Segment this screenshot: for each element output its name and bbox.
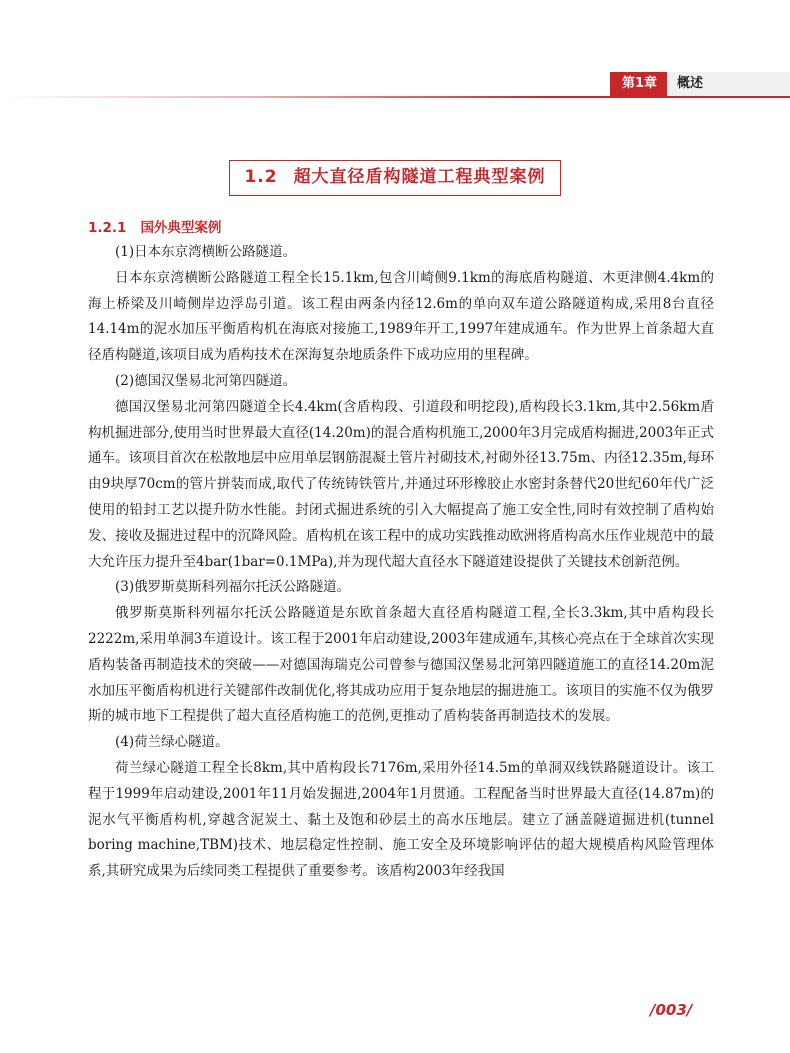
chapter-tag (610, 72, 790, 96)
subsection-heading (88, 216, 221, 236)
subsection-number: 1.2.1 (88, 220, 127, 236)
case-heading-tokyo: (1)日本东京湾横断公路隧道。 (115, 244, 297, 260)
section-number: 1.2 (244, 167, 278, 187)
case-heading-netherlands: (4)荷兰绿心隧道。 (115, 734, 229, 751)
subsection-title: 国外典型案例 (140, 220, 222, 236)
body-text (88, 240, 714, 885)
paragraph-moscow: 俄罗斯莫斯科列福尔托沃公路隧道是东欧首条超大直径盾构隧道工程,全长3.3km,其中盾构段长2222m,采用单洞3车道设计。该工程于2001年启动建设,2003年建成通车,其核心亮点在于全球首次实现盾构装备再制造技术的突破——对德国海瑞克公司曾参与德国汉堡易北河第四隧道施工的直径14.20m泥水加压平衡盾构机进行关键部件改制优化,将其成功应用于复杂地层的掘进施工。该项目的实施不仅为俄罗斯的城市地下工程提供了超大直径盾构施工的范例,更推动了盾构装备再制造技术的发展。 (88, 605, 714, 725)
page-number: /003/ (650, 1001, 693, 1019)
case-heading-hamburg: (2)德国汉堡易北河第四隧道。 (115, 372, 297, 389)
chapter-label: 第1章 (610, 72, 667, 96)
header-rule (0, 96, 790, 98)
case-heading-moscow: (3)俄罗斯莫斯科列福尔托沃公路隧道。 (115, 579, 351, 596)
section-title (229, 160, 561, 196)
paragraph-hamburg: 德国汉堡易北河第四隧道全长4.4km(含盾构段、引道段和明挖段),盾构段长3.1km,其中2.56km盾构机掘进部分,使用当时世界最大直径(14.20m)的混合盾构机施工,2000年3月完成盾构掘进,2003年正式通车。该项目首次在松散地层中应用单层钢筋混凝土管片衬砌技术,衬砌外径13.75m、内径12.35m,每环由9块厚70cm的管片拼装而成,取代了传统铸铁管片,并通过环形橡胶止水密封条替代20世纪60年代广泛使用的铅封工艺以提升防水性能。封闭式掘进系统的引入大幅提高了施工安全性,同时有效控制了盾构始发、接收及掘进过程中的沉降风险。盾构机在该工程中的成功实践推动欧洲将盾构高水压作业规范中的最大允许压力提升至4bar(1bar=0.1MPa),并为现代超大直径水下隧道建设提供了关键技术创新范例。 (88, 398, 714, 570)
section-title-text: 超大直径盾构隧道工程典型案例 (293, 167, 546, 187)
paragraph-tokyo: 日本东京湾横断公路隧道工程全长15.1km,包含川崎侧9.1km的海底盾构隧道、木更津侧4.4km的海上桥梁及川崎侧岸边浮岛引道。该工程由两条内径12.6m的单向双车道公路隧道构成,采用8台直径14.14m的泥水加压平衡盾构机在海底对接施工,1989年开工,1997年建成通车。作为世界上首条超大直径盾构隧道,该项目成为盾构技术在深海复杂地质条件下成功应用的里程碑。 (88, 269, 714, 364)
paragraph-netherlands: 荷兰绿心隧道工程全长8km,其中盾构段长7176m,采用外径14.5m的单洞双线铁路隧道设计。该工程于1999年启动建设,2001年11月始发掘进,2004年1月贯通。工程配备当时世界最大直径(14.87m)的泥水气平衡盾构机,穿越含泥炭土、黏土及饱和砂层土的高水压地层。建立了涵盖隧道掘进机(tunnel boring machine,TBM)技术、地层稳定性控制、施工安全及环境影响评估的超大规模盾构风险管理体系,其研究成果为后续同类工程提供了重要参考。该盾构2003年经我国 (88, 759, 714, 880)
chapter-title: 概述 (667, 72, 790, 96)
